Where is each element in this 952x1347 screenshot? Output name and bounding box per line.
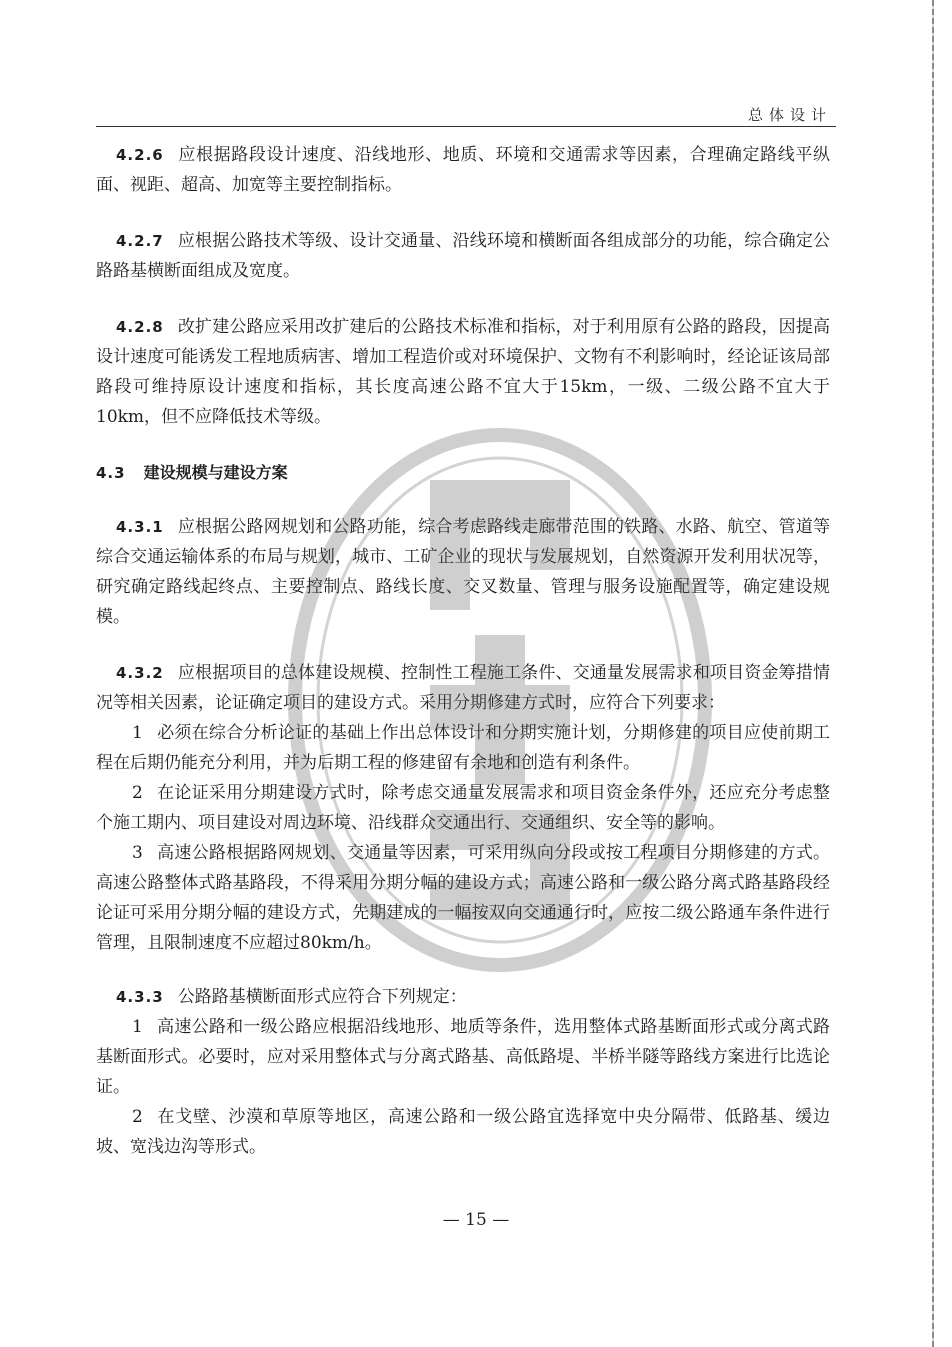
clause-number: 4.2.7	[116, 232, 164, 250]
clause-number: 4.2.6	[116, 146, 164, 164]
page-number: — 15 —	[442, 1210, 510, 1230]
clause-number: 4.3.1	[116, 518, 164, 536]
item-text: 必须在综合分析论证的基础上作出总体设计和分期实施计划，分期修建的项目应使前期工程在后期仍能充分利用，并为后期工程的修建留有余地和创造有利条件。	[96, 723, 830, 773]
list-item	[96, 1012, 830, 1102]
clause-4-2-6	[96, 140, 830, 200]
item-text: 在戈壁、沙漠和草原等地区，高速公路和一级公路宜选择宽中央分隔带、低路基、缓边坡、宽浅边沟等形式。	[96, 1107, 830, 1157]
item-text: 在论证采用分期建设方式时，除考虑交通量发展需求和项目资金条件外，还应充分考虑整个施工期内、项目建设对周边环境、沿线群众交通出行、交通组织、安全等的影响。	[96, 783, 830, 833]
clause-text: 应根据公路网规划和公路功能，综合考虑路线走廊带范围的铁路、水路、航空、管道等综合交通运输体系的布局与规划，城市、工矿企业的现状与发展规划，自然资源开发利用状况等，研究确定路线起终点、主要控制点、路线长度、交叉数量、管理与服务设施配置等，确定建设规模。	[96, 517, 830, 627]
section-title: 建设规模与建设方案	[143, 463, 288, 482]
item-text: 高速公路根据路网规划、交通量等因素，可采用纵向分段或按工程项目分期修建的方式。高速公路整体式路基路段，不得采用分期分幅的建设方式；高速公路和一级公路分离式路基路段经论证可采用分期分幅的建设方式，先期建成的一幅按双向交通通行时，应按二级公路通车条件进行管理，且限制速度不应超过80km/h。	[96, 843, 830, 953]
header-rule	[96, 126, 836, 127]
item-text: 高速公路和一级公路应根据沿线地形、地质等条件，选用整体式路基断面形式或分离式路基断面形式。必要时，应对采用整体式与分离式路基、高低路堤、半桥半隧等路线方案进行比选论证。	[96, 1017, 830, 1097]
running-header-title: 总体设计	[747, 106, 832, 124]
item-number: 2	[132, 783, 143, 803]
scan-edge-line	[932, 0, 934, 1347]
clause-text: 应根据项目的总体建设规模、控制性工程施工条件、交通量发展需求和项目资金筹措情况等相关因素，论证确定项目的建设方式。采用分期修建方式时，应符合下列要求：	[96, 663, 830, 713]
clause-4-2-8	[96, 312, 830, 432]
item-number: 1	[132, 723, 143, 743]
clause-number: 4.3.2	[116, 664, 164, 682]
clause-text: 公路路基横断面形式应符合下列规定：	[177, 987, 467, 1007]
clause-text: 应根据路段设计速度、沿线地形、地质、环境和交通需求等因素，合理确定路线平纵面、视距、超高、加宽等主要控制指标。	[96, 145, 830, 195]
spacer	[96, 958, 830, 982]
clause-4-3-2	[96, 658, 830, 718]
clause-text: 应根据公路技术等级、设计交通量、沿线环境和横断面各组成部分的功能，综合确定公路路基横断面组成及宽度。	[96, 231, 830, 281]
item-number: 3	[132, 843, 143, 863]
clause-4-3-3	[96, 982, 830, 1012]
list-item	[96, 718, 830, 778]
clause-4-3-1	[96, 512, 830, 632]
section-heading-4-3	[96, 458, 830, 488]
list-item	[96, 1102, 830, 1162]
clause-number: 4.3.3	[116, 988, 164, 1006]
list-item	[96, 778, 830, 838]
item-number: 1	[132, 1017, 143, 1037]
clause-number: 4.2.8	[116, 318, 164, 336]
clause-text: 改扩建公路应采用改扩建后的公路技术标准和指标，对于利用原有公路的路段，因提高设计速度可能诱发工程地质病害、增加工程造价或对环境保护、文物有不利影响时，经论证该局部路段可维持原设计速度和指标，其长度高速公路不宜大于15km，一级、二级公路不宜大于10km，但不应降低技术等级。	[96, 317, 830, 427]
section-number: 4.3	[96, 464, 126, 482]
page-body	[96, 140, 830, 1162]
list-item	[96, 838, 830, 958]
item-number: 2	[132, 1107, 143, 1127]
clause-4-2-7	[96, 226, 830, 286]
